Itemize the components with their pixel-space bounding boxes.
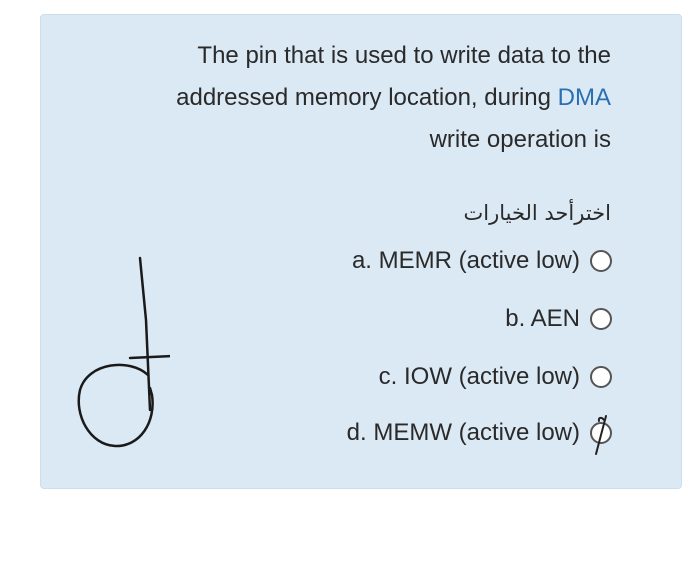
choose-one-prompt: اخترأحد الخيارات	[463, 201, 611, 225]
option-c-label: c. IOW (active low)	[378, 363, 580, 390]
handwritten-check-icon	[586, 414, 622, 458]
option-a[interactable]	[352, 247, 612, 275]
option-b-radio[interactable]	[590, 308, 612, 330]
question-line-3: write operation is	[429, 126, 611, 153]
question-text	[51, 35, 611, 161]
option-b[interactable]	[505, 305, 612, 333]
option-c-radio[interactable]	[590, 366, 612, 388]
option-c[interactable]	[379, 363, 612, 391]
handwritten-d-mark-icon	[60, 240, 170, 460]
option-b-label: b. AEN	[505, 305, 580, 332]
option-d-label: d. MEMW (active low)	[346, 419, 580, 446]
dma-keyword: DMA	[557, 84, 611, 111]
option-d[interactable]	[347, 419, 612, 447]
question-line-2	[51, 77, 611, 119]
question-line-2-text: addressed memory location, during	[176, 84, 558, 111]
question-line-1: The pin that is used to write data to the	[197, 42, 611, 69]
option-a-label: a. MEMR (active low)	[351, 247, 580, 274]
option-d-radio[interactable]	[590, 422, 612, 444]
option-a-radio[interactable]	[590, 250, 612, 272]
